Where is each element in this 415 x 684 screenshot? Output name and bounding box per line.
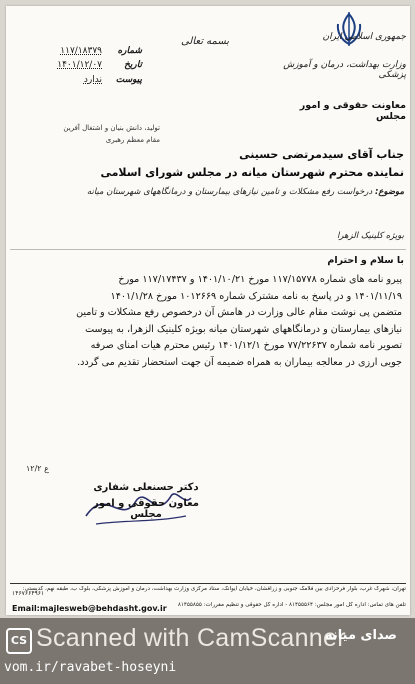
letter-body	[14, 272, 402, 371]
letter-date-label: تاریخ	[124, 60, 142, 70]
greeting: با سلام و احترام	[327, 255, 404, 266]
body-line: نیازهای بیمارستان و درمانگاههای شهرستان میانه بویژه کلینیک الزهرا، به پیوست	[85, 323, 402, 335]
footer-phones: تلفن های تماس: اداره کل امور مجلس: ۸۱۴۵۵۵۶۴ - اداره کل حقوقی و تنظیم مقررات: ۸۱۴۵۵۸۵۵	[177, 602, 406, 608]
basmala-heading: بسمه تعالی	[180, 36, 230, 47]
ministry-line-2: وزارت بهداشت، درمان و آموزش پزشکی	[283, 60, 406, 80]
subject-attention: بویژه کلینیک الزهرا	[336, 231, 404, 241]
footer-address: تهران، شهرک غرب، بلوار فرحزادی بین فلامک جنوبی و زرافشان، خیابان ایوانک، ستاد مرکزی وزارت بهداشت، درمان و آموزش پزشکی، بلوک ب، طبقه نهم، کدپستی:	[22, 586, 406, 592]
body-line: جویی ارزی در معالجه بیماران به همراه ضمیمه آن جهت استحضار تقدیم می گردد.	[77, 356, 402, 368]
subject-text: درخواست رفع مشکلات و تامین نیازهای بیمارستان و درمانگاههای شهرستان میانه	[86, 187, 373, 197]
channel-url: vom.ir/ravabet-hoseyni	[4, 660, 177, 675]
channel-brand: صدای میانه	[325, 628, 397, 643]
body-line: ۱۴۰۱/۱۱/۱۹ و در پاسخ به نامه مشترک شماره ۱۰۱۲۶۶۹ مورخ ۱۴۰۱/۱/۲۸	[110, 290, 402, 302]
scanner-watermark-text: Scanned with CamScanner	[36, 624, 346, 652]
letter-number-value: ۱۱۷/۱۸۳۷۹	[60, 46, 102, 56]
signer-name: دکتر حسنعلی شفاری	[93, 482, 199, 493]
camscanner-logo-icon: CS	[6, 628, 32, 654]
signer-title: معاون حقوقی و امور مجلس	[93, 498, 199, 520]
ministry-line-1: جمهوری اسلامی ایران	[322, 32, 406, 42]
letter-number-label: شماره	[117, 46, 142, 56]
footer-email: Email:majlesweb@behdasht.gov.ir	[12, 604, 167, 613]
body-line: متضمن پی نوشت مقام عالی وزارت در هامش آن درخصوص رفع مشکلات و تامین	[76, 307, 402, 318]
letter-attachment-value: ندارد	[83, 75, 102, 85]
ministry-department: معاونت حقوقی و امور مجلس	[299, 100, 406, 122]
recipient-name: جناب آقای سیدمرتضی حسینی	[239, 148, 404, 161]
iran-emblem-icon	[332, 10, 366, 50]
body-line: پیرو نامه های شماره ۱۱۷/۱۵۷۷۸ مورخ ۱۴۰۱/۱۰/۲۱ و ۱۱۷/۱۷۴۳۷ مورخ	[118, 274, 402, 285]
recipient-title: نماینده محترم شهرستان میانه در مجلس شورای اسلامی	[100, 166, 404, 179]
footer-postal-code: ۱۴۶۷۶۶۴۹۶۱	[12, 590, 45, 597]
motto-attribution: مقام معظم رهبری	[105, 136, 160, 144]
motto-line: تولید، دانش بنیان و اشتغال آفرین	[63, 124, 160, 132]
letter-date-value: ۱۴۰۱/۱۲/۰۷	[57, 60, 102, 70]
letter-page	[6, 6, 410, 615]
body-line: تصویر نامه شماره ۷۷/۲۲۶۳۷ مورخ ۱۴۰۱/۱۲/۱ رئیس محترم هیات امنای صرفه	[90, 340, 402, 351]
letter-attachment-label: پیوست	[115, 75, 142, 85]
reference-code: ع ۱۲/۲	[26, 464, 49, 473]
divider	[10, 249, 406, 250]
subject-label: موضوع:	[374, 187, 404, 197]
subject-line	[14, 187, 404, 197]
